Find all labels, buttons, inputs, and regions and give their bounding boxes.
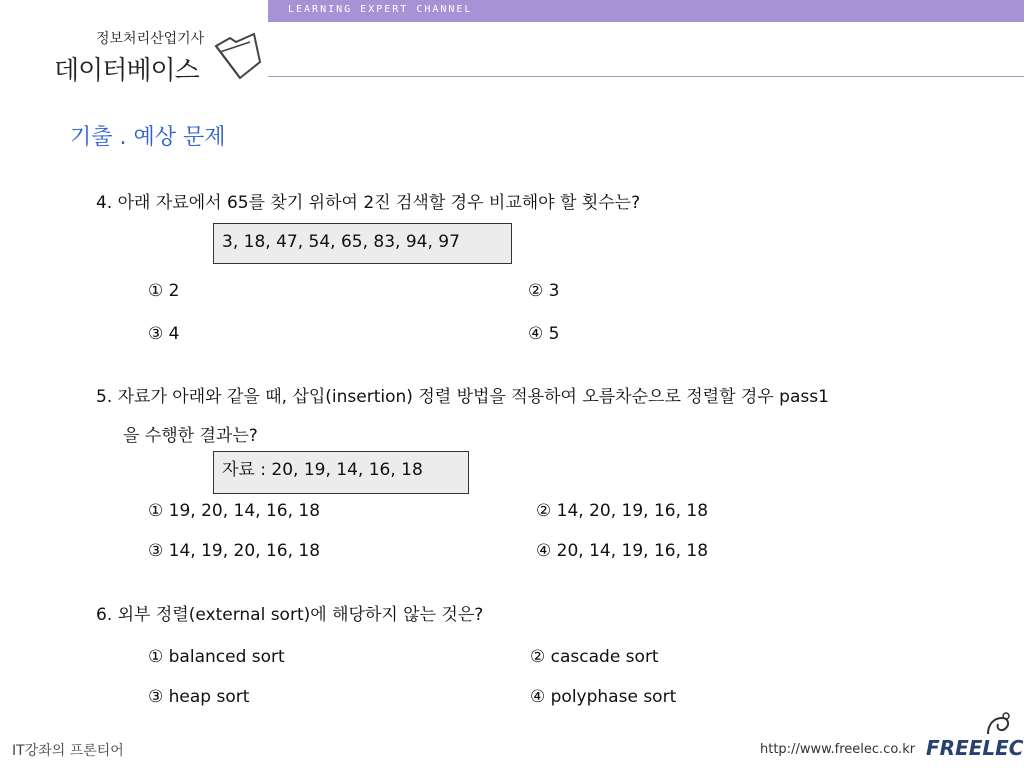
question-4-option-1: ① 2 [148,281,180,301]
question-4-option-3: ③ 4 [148,324,180,344]
question-6-option-3: ③ heap sort [148,687,250,707]
footer-url[interactable]: http://www.freelec.co.kr [760,742,916,757]
footer-tagline: IT강좌의 프론티어 [12,743,124,759]
header-divider [268,76,1024,77]
question-4-text: 4. 아래 자료에서 65를 찾기 위하여 2진 검색할 경우 비교해야 할 횟수는? [96,193,641,213]
question-4-option-4: ④ 5 [528,324,560,344]
header-bar [268,0,1024,22]
page-title: 기출 . 예상 문제 [70,125,226,150]
question-5-option-2: ② 14, 20, 19, 16, 18 [536,501,709,521]
question-6-option-2: ② cascade sort [530,647,659,667]
folder-icon [210,32,262,82]
question-4-option-2: ② 3 [528,281,560,301]
question-5-data-box: 자료 : 20, 19, 14, 16, 18 [213,451,469,494]
question-5-option-3: ③ 14, 19, 20, 16, 18 [148,541,321,561]
question-5-option-1: ① 19, 20, 14, 16, 18 [148,501,321,521]
question-6-text: 6. 외부 정렬(external sort)에 해당하지 않는 것은? [96,605,484,625]
channel-label: LEARNING EXPERT CHANNEL [288,4,473,15]
question-5-option-4: ④ 20, 14, 19, 16, 18 [536,541,709,561]
question-6-option-4: ④ polyphase sort [530,687,677,707]
mascot-icon [984,710,1014,738]
logo-subtitle: 정보처리산업기사 [96,31,205,47]
logo-title: 데이터베이스 [54,56,199,86]
question-6-option-1: ① balanced sort [148,647,285,667]
question-5-text-continued: 을 수행한 결과는? [123,426,258,446]
question-4-data-box: 3, 18, 47, 54, 65, 83, 94, 97 [213,223,512,264]
question-5-text: 5. 자료가 아래와 같을 때, 삽입(insertion) 정렬 방법을 적용하여 오름차순으로 정렬할 경우 pass1 [96,387,829,407]
brand-logo: FREELEC [926,736,1024,760]
